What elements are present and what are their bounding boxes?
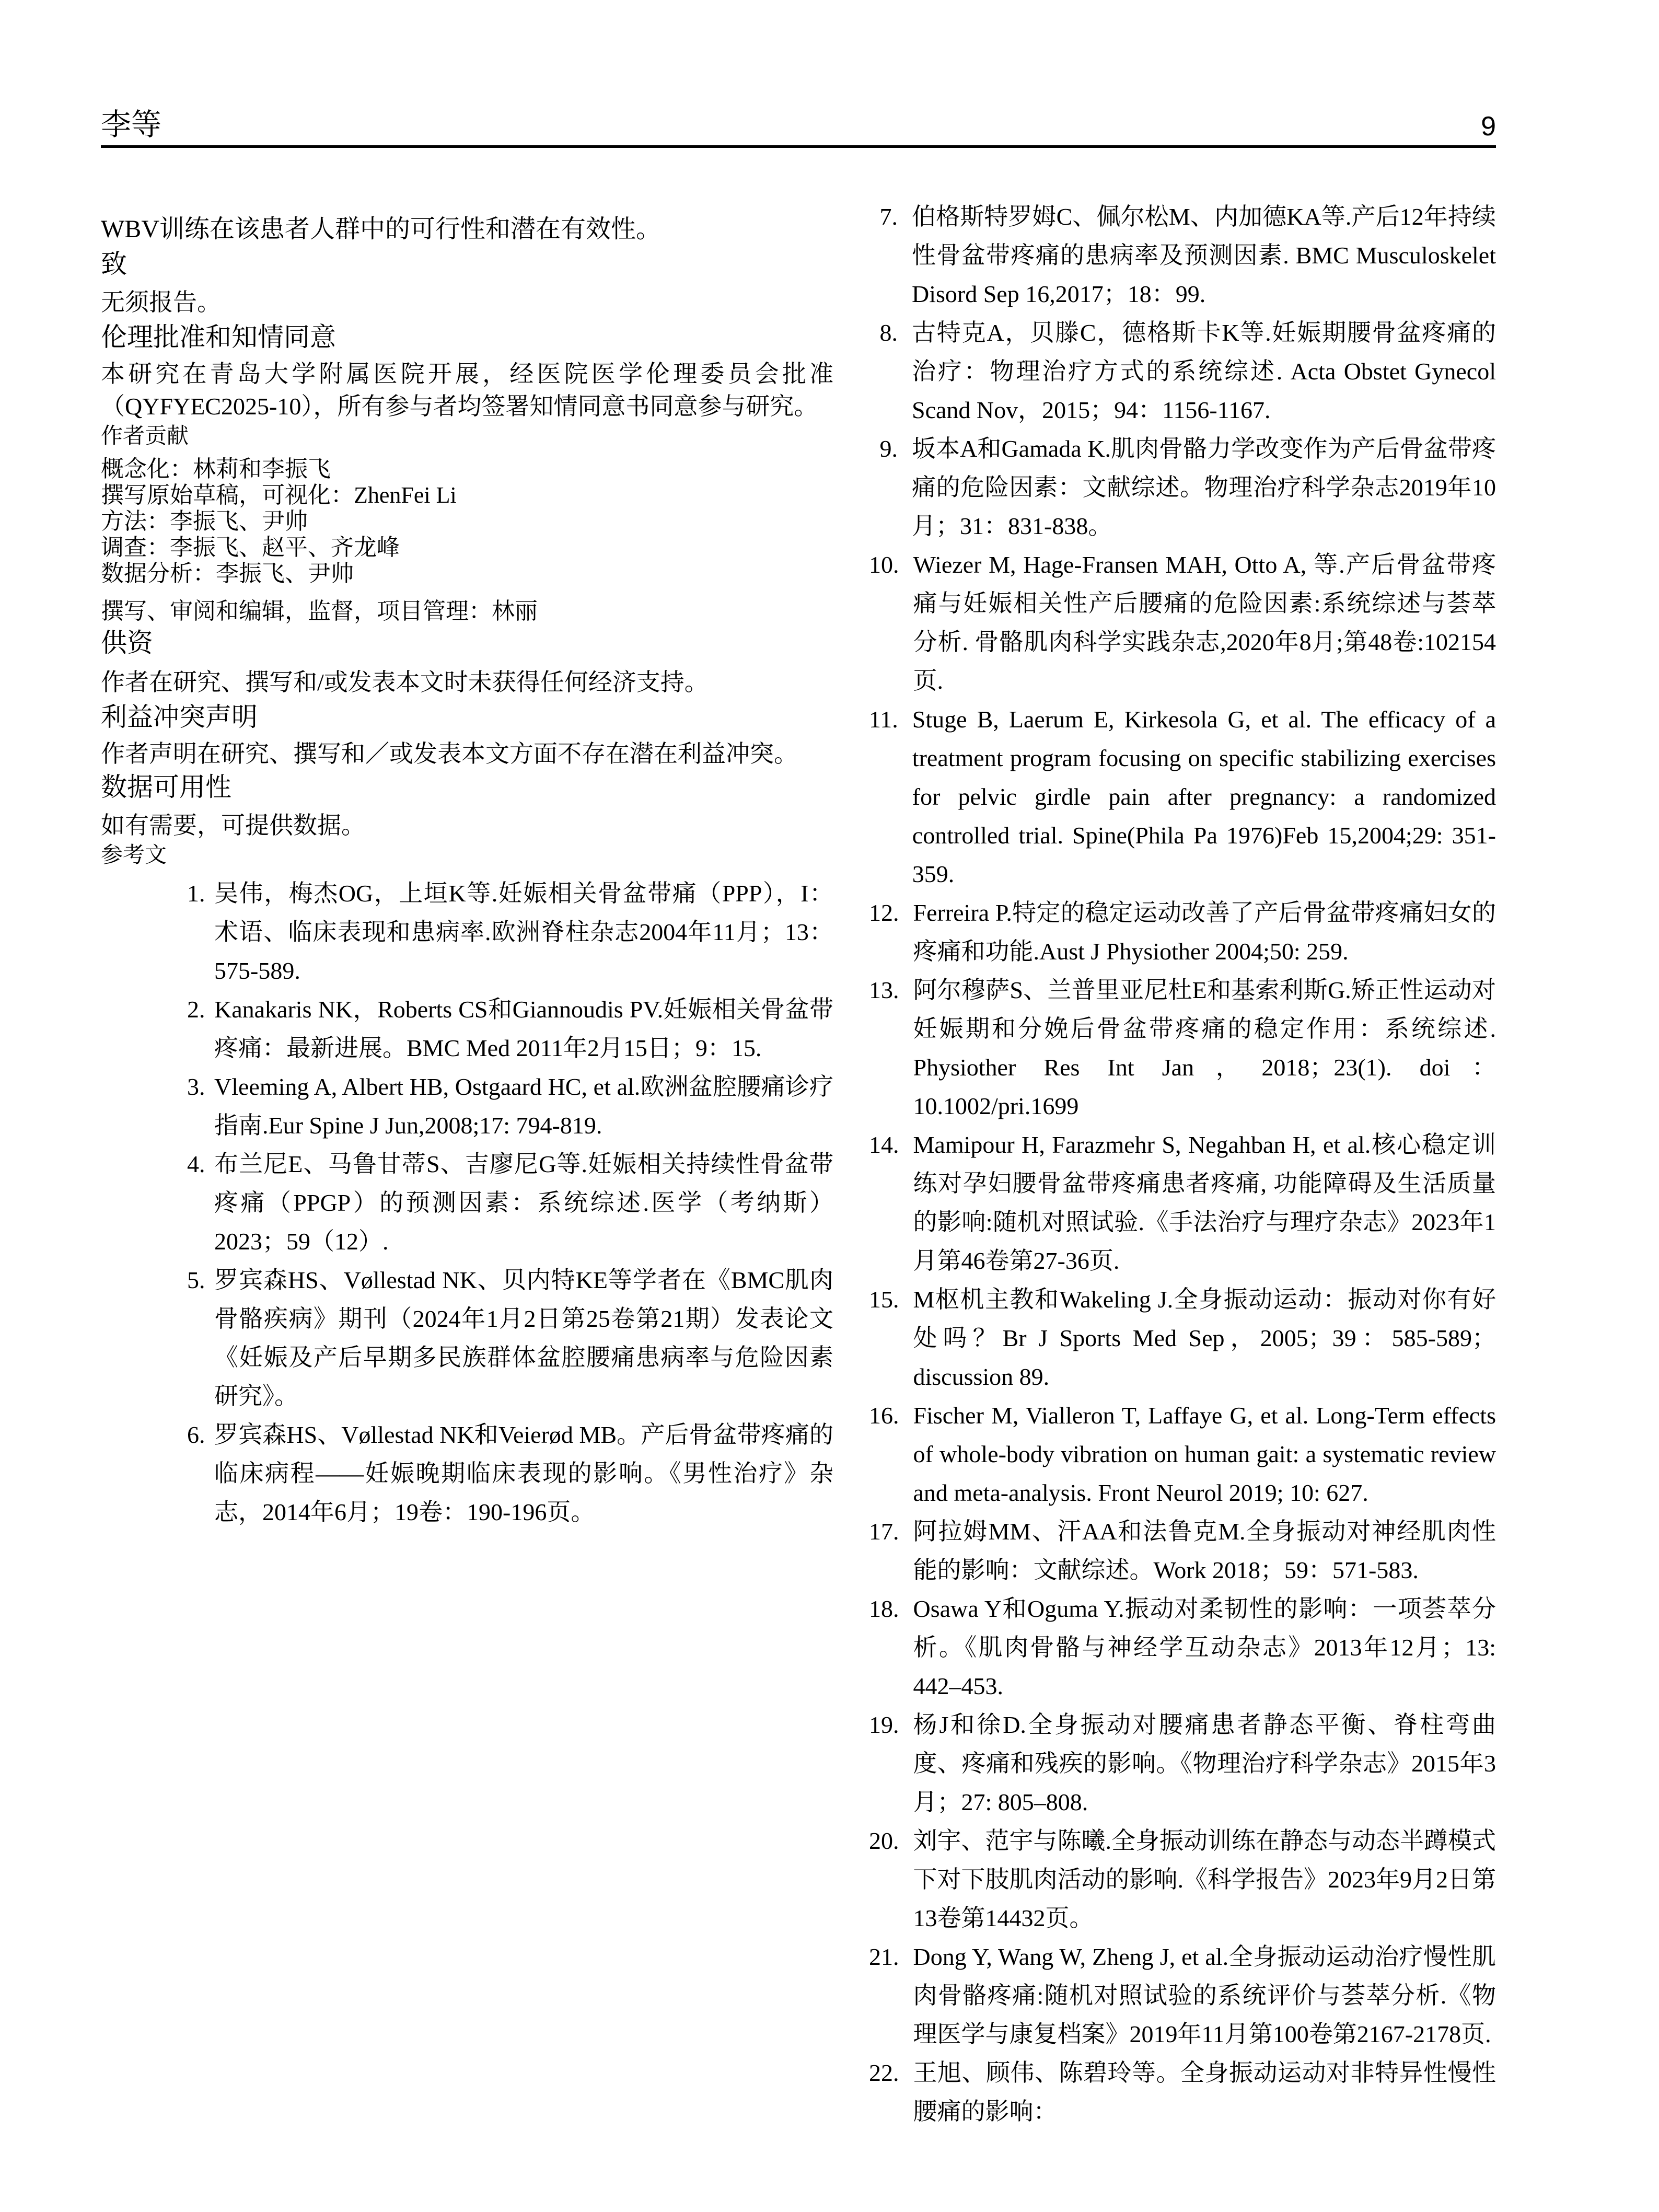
reference-text: 杨J和徐D.全身振动对腰痛患者静态平衡、脊柱弯曲度、疼痛和残疾的影响。《物理治疗科学杂志》2015年3月；27: 805–808.	[913, 1711, 1496, 1815]
reference-text: 布兰尼E、马鲁甘蒂S、吉廖尼G等.妊娠相关持续性骨盆带疼痛（PPGP）的预测因素：系统综述.医学（考纳斯）2023；59（12）.	[214, 1151, 833, 1255]
reference-item	[869, 314, 1496, 430]
reference-item	[101, 990, 833, 1068]
reference-text: 王旭、顾伟、陈碧玲等。全身振动运动对非特异性慢性腰痛的影响：	[913, 2059, 1496, 2125]
references-heading: 参考文	[101, 843, 167, 867]
reference-number: 22.	[869, 2059, 899, 2086]
carryover-paragraph: WBV训练在该患者人群中的可行性和潜在有效性。	[101, 215, 661, 243]
running-head-author: 李等	[101, 108, 162, 142]
reference-number: 17.	[869, 1518, 899, 1545]
reference-text: Stuge B, Laerum E, Kirkesola G, et al. The efficacy of a treatment program focusing on specific stabilizing exercises for pelvic girdle pain after pregnancy: a randomized controlled trial. Spine(Phila Pa 1976)Feb 15,2004;29: 351-359.	[912, 706, 1496, 887]
author-contributions-list	[101, 456, 833, 624]
page-number: 9	[1481, 111, 1496, 142]
conflict-of-interest-body: 作者声明在研究、撰写和／或发表本文方面不存在潜在利益冲突。	[101, 740, 798, 767]
reference-number: 1.	[187, 880, 205, 907]
reference-item	[869, 1280, 1496, 1396]
acknowledgment-body: 无须报告。	[101, 289, 221, 316]
reference-item	[869, 198, 1496, 314]
contribution-line: 调查：李振飞、赵平、齐龙峰	[101, 535, 400, 560]
reference-item	[869, 2054, 1496, 2131]
reference-item	[869, 1706, 1496, 1822]
two-column-body	[101, 198, 1496, 2131]
reference-number: 20.	[869, 1827, 899, 1854]
reference-text: Wiezer M, Hage-Fransen MAH, Otto A, 等.产后骨盆带疼痛与妊娠相关性产后腰痛的危险因素:系统综述与荟萃分析. 骨骼肌肉科学实践杂志,2020年8月;第48卷:102154页.	[913, 551, 1496, 694]
reference-item	[869, 894, 1496, 971]
reference-text: 古特克A，贝滕C，德格斯卡K等.妊娠期腰骨盆疼痛的治疗：物理治疗方式的系统综述. Acta Obstet Gynecol Scand Nov，2015；94：1156-1167.	[912, 319, 1496, 423]
reference-number: 5.	[187, 1267, 205, 1293]
reference-item	[869, 1590, 1496, 1706]
reference-item	[101, 1416, 833, 1532]
page-header	[101, 0, 1496, 148]
reference-list-right	[869, 198, 1496, 2131]
ethics-body: 本研究在青岛大学附属医院开展，经医院医学伦理委员会批准（QYFYEC2025-10），所有参与者均签署知情同意书同意参与研究。	[101, 361, 833, 420]
right-column	[869, 198, 1496, 2131]
reference-text: Ferreira P.特定的稳定运动改善了产后骨盆带疼痛妇女的疼痛和功能.Aust J Physiother 2004;50: 259.	[913, 899, 1496, 965]
reference-number: 7.	[879, 203, 898, 230]
reference-text: 吴伟，梅杰OG，上垣K等.妊娠相关骨盆带痛（PPP），I：术语、临床表现和患病率.欧洲脊柱杂志2004年11月；13：575-589.	[214, 880, 833, 984]
reference-item	[101, 1145, 833, 1261]
reference-item	[869, 1512, 1496, 1590]
reference-number: 4.	[187, 1151, 205, 1177]
reference-number: 6.	[187, 1421, 205, 1448]
reference-item	[869, 971, 1496, 1126]
reference-number: 10.	[869, 551, 899, 578]
reference-text: Mamipour H, Farazmehr S, Negahban H, et al.核心稳定训练对孕妇腰骨盆带疼痛患者疼痛, 功能障碍及生活质量的影响:随机对照试验.《手法治疗与理疗杂志》2023年1月第46卷第27-36页.	[913, 1131, 1496, 1274]
reference-text: 阿尔穆萨S、兰普里亚尼杜E和基索利斯G.矫正性运动对妊娠期和分娩后骨盆带疼痛的稳定作用：系统综述. Physiother Res Int Jan，2018；23(1). doi：10.1002/pri.1699	[913, 977, 1496, 1119]
reference-number: 11.	[869, 706, 898, 733]
funding-body: 作者在研究、撰写和/或发表本文时未获得任何经济支持。	[101, 669, 709, 696]
reference-text: M枢机主教和Wakeling J.全身振动运动：振动对你有好处吗？Br J Sports Med Sep，2005；39：585-589；discussion 89.	[913, 1286, 1496, 1390]
left-column	[101, 198, 833, 2131]
funding-heading: 供资	[101, 628, 153, 657]
reference-item	[869, 1822, 1496, 1938]
reference-text: 刘宇、范宇与陈曦.全身振动训练在静态与动态半蹲模式下对下肢肌肉活动的影响.《科学报告》2023年9月2日第13卷第14432页。	[913, 1827, 1496, 1931]
reference-number: 15.	[869, 1286, 899, 1313]
reference-text: 阿拉姆MM、汗AA和法鲁克M.全身振动对神经肌肉性能的影响：文献综述。Work 2018；59：571-583.	[913, 1518, 1496, 1583]
reference-number: 21.	[869, 1943, 899, 1970]
reference-number: 16.	[869, 1402, 899, 1429]
reference-number: 14.	[869, 1131, 899, 1158]
reference-number: 13.	[869, 977, 899, 1003]
reference-text: Osawa Y和Oguma Y.振动对柔韧性的影响：一项荟萃分析。《肌肉骨骼与神经学互动杂志》2013年12月；13: 442–453.	[913, 1595, 1496, 1699]
reference-number: 3.	[187, 1073, 205, 1100]
reference-text: Kanakaris NK，Roberts CS和Giannoudis PV.妊娠相关骨盆带疼痛：最新进展。BMC Med 2011年2月15日；9：15.	[214, 996, 833, 1061]
reference-text: Fischer M, Vialleron T, Laffaye G, et al. Long-Term effects of whole-body vibration on human gait: a systematic review and meta-analysis. Front Neurol 2019; 10: 627.	[913, 1402, 1496, 1506]
reference-number: 19.	[869, 1711, 899, 1738]
contribution-line: 概念化：林莉和李振飞	[101, 456, 331, 482]
reference-number: 18.	[869, 1595, 899, 1622]
reference-item	[101, 1068, 833, 1145]
data-availability-heading: 数据可用性	[101, 772, 231, 802]
reference-text: 罗宾森HS、Vøllestad NK和Veierød MB。产后骨盆带疼痛的临床病程——妊娠晚期临床表现的影响。《男性治疗》杂志，2014年6月；19卷：190-196页。	[214, 1421, 833, 1525]
reference-number: 2.	[187, 996, 205, 1023]
reference-number: 9.	[879, 435, 898, 462]
reference-item	[869, 1396, 1496, 1512]
contribution-line: 撰写原始草稿，可视化：ZhenFei Li	[101, 482, 457, 508]
reference-text: Dong Y, Wang W, Zheng J, et al.全身振动运动治疗慢性肌肉骨骼疼痛:随机对照试验的系统评价与荟萃分析.《物理医学与康复档案》2019年11月第100卷第2167-2178页.	[913, 1943, 1496, 2047]
reference-text: Vleeming A, Albert HB, Ostgaard HC, et al.欧洲盆腔腰痛诊疗指南.Eur Spine J Jun,2008;17: 794-819.	[214, 1073, 833, 1139]
reference-item	[869, 430, 1496, 546]
contribution-line: 方法：李振飞、尹帅	[101, 508, 308, 534]
reference-list-left	[101, 874, 833, 1532]
reference-item	[869, 1126, 1496, 1280]
conflict-of-interest-heading: 利益冲突声明	[101, 702, 258, 732]
reference-item	[101, 874, 833, 990]
reference-text: 坂本A和Gamada K.肌肉骨骼力学改变作为产后骨盆带疼痛的危险因素：文献综述。物理治疗科学杂志2019年10月；31：831-838。	[912, 435, 1496, 539]
reference-item	[869, 1938, 1496, 2054]
data-availability-body: 如有需要，可提供数据。	[101, 812, 365, 839]
contribution-line: 数据分析：李振飞、尹帅	[101, 561, 354, 586]
contribution-line: 撰写、审阅和编辑，监督，项目管理：林丽	[101, 598, 538, 624]
reference-item	[869, 546, 1496, 700]
author-contributions-heading: 作者贡献	[101, 424, 189, 448]
reference-text: 罗宾森HS、Vøllestad NK、贝内特KE等学者在《BMC肌肉骨骼疾病》期刊（2024年1月2日第25卷第21期）发表论文《妊娠及产后早期多民族群体盆腔腰痛患病率与危险因素研究》。	[214, 1267, 833, 1409]
reference-number: 8.	[879, 319, 898, 346]
ethics-heading: 伦理批准和知情同意	[101, 322, 336, 352]
reference-item	[869, 700, 1496, 894]
acknowledgment-heading: 致	[101, 249, 127, 279]
reference-item	[101, 1261, 833, 1416]
reference-number: 12.	[869, 899, 899, 926]
reference-text: 伯格斯特罗姆C、佩尔松M、内加德KA等.产后12年持续性骨盆带疼痛的患病率及预测因素. BMC Musculoskelet Disord Sep 16,2017；18：99.	[912, 203, 1496, 307]
